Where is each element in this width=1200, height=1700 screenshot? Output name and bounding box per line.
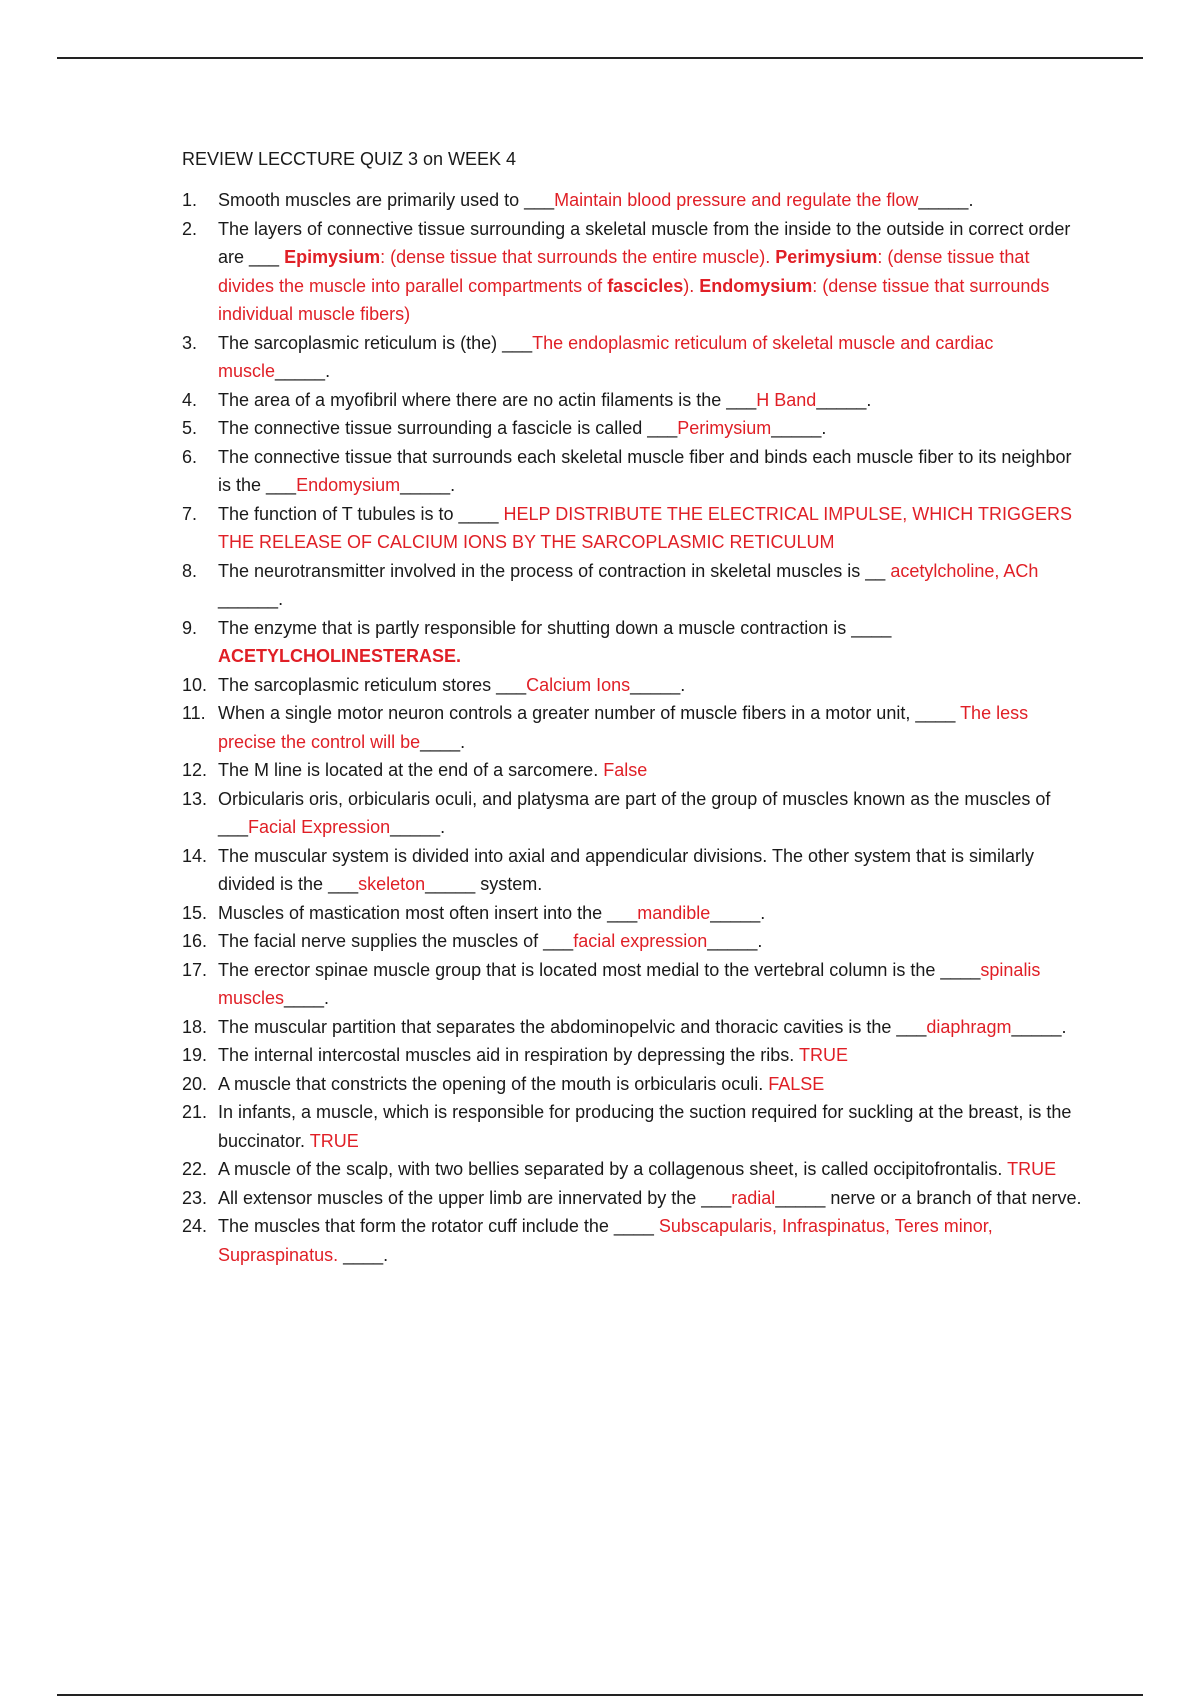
question-number: 6. xyxy=(182,446,198,467)
question-item xyxy=(182,1098,1082,1155)
question-text: The connective tissue surrounding a fascicle is called ___ xyxy=(218,418,678,438)
question-text: The layers of connective tissue surrounding a skeletal muscle from the inside to the outside in correct order are ___ xyxy=(218,218,1071,267)
question-number: 12. xyxy=(182,760,208,780)
answer-text: : (dense tissue that surrounds the entire muscle). xyxy=(380,247,776,267)
question-text: When a single motor neuron controls a greater number of muscle fibers in a motor unit, ____ xyxy=(218,703,961,723)
question-text: In infants, a muscle, which is responsible for producing the suction required for suckling at the breast, is the buccinator. xyxy=(218,1102,1072,1151)
question-item xyxy=(182,443,1082,500)
answer-text: The less precise the control will be xyxy=(218,703,1029,752)
answer-text: Maintain blood pressure and regulate the flow xyxy=(554,190,919,210)
answer-text: ACETYLCHOLINESTERASE. xyxy=(218,646,462,666)
question-tail: _____ nerve or a branch of that nerve. xyxy=(775,1187,1082,1208)
question-item xyxy=(182,1184,1082,1213)
answer-text: radial xyxy=(731,1187,776,1208)
question-number: 16. xyxy=(182,931,208,951)
answer-text: H Band xyxy=(756,389,817,410)
question-item xyxy=(182,785,1082,842)
question-text: Smooth muscles are primarily used to ___ xyxy=(218,190,555,210)
question-tail: _____. xyxy=(275,361,331,381)
question-number: 3. xyxy=(182,332,198,353)
question-number: 8. xyxy=(182,560,198,581)
answer-text: Facial Expression xyxy=(248,817,391,837)
question-item xyxy=(182,899,1082,928)
question-number: 23. xyxy=(182,1187,208,1208)
question-list xyxy=(182,186,1082,1269)
answer-text: : (dense tissue that surrounds individual muscle fibers) xyxy=(218,275,1050,324)
answer-term: Epimysium xyxy=(284,247,381,267)
answer-text: Perimysium xyxy=(677,418,772,438)
answer-text: facial expression xyxy=(573,931,708,951)
question-item xyxy=(182,842,1082,899)
question-number: 7. xyxy=(182,503,198,524)
question-text: The sarcoplasmic reticulum is (the) ___ xyxy=(218,332,533,353)
question-item xyxy=(182,500,1082,557)
question-tail: _____. xyxy=(707,931,763,951)
question-item xyxy=(182,1212,1082,1269)
question-text: The sarcoplasmic reticulum stores ___ xyxy=(218,674,527,695)
question-item xyxy=(182,699,1082,756)
question-tail: _____. xyxy=(918,190,974,210)
question-text: The muscular partition that separates the abdominopelvic and thoracic cavities is the ___ xyxy=(218,1016,927,1037)
question-item xyxy=(182,557,1082,614)
question-number: 11. xyxy=(182,703,206,723)
question-text: A muscle that constricts the opening of the mouth is orbicularis oculi. xyxy=(218,1073,769,1094)
answer-text: HELP DISTRIBUTE THE ELECTRICAL IMPULSE, WHICH TRIGGERS THE RELEASE OF CALCIUM IONS BY THE SARCOPLASMIC RETICULUM xyxy=(218,503,1072,552)
question-tail: _____. xyxy=(630,674,686,695)
question-item xyxy=(182,1013,1082,1042)
question-text: The neurotransmitter involved in the process of contraction in skeletal muscles is __ xyxy=(218,560,891,581)
answer-text: diaphragm xyxy=(926,1016,1012,1037)
page-title: REVIEW LECCTURE QUIZ 3 on WEEK 4 xyxy=(182,149,517,169)
question-item xyxy=(182,956,1082,1013)
question-number: 20. xyxy=(182,1073,208,1094)
question-text: The internal intercostal muscles aid in respiration by depressing the ribs. xyxy=(218,1045,799,1065)
question-number: 4. xyxy=(182,389,198,410)
question-item xyxy=(182,614,1082,671)
question-text: The muscles that form the rotator cuff include the ____ xyxy=(218,1216,659,1236)
question-number: 15. xyxy=(182,902,208,923)
question-tail: ______. xyxy=(218,589,284,609)
question-text: The facial nerve supplies the muscles of ___ xyxy=(218,931,574,951)
question-tail: _____ system. xyxy=(425,874,543,894)
question-tail: _____. xyxy=(771,418,827,438)
question-item xyxy=(182,1041,1082,1070)
question-item xyxy=(182,386,1082,415)
question-tail: ____. xyxy=(338,1244,389,1265)
question-number: 24. xyxy=(182,1216,208,1236)
question-tail: _____. xyxy=(816,389,872,410)
answer-text: TRUE xyxy=(309,1130,359,1151)
question-number: 21. xyxy=(182,1102,208,1122)
question-tail: _____. xyxy=(1011,1016,1067,1037)
question-item xyxy=(182,215,1082,329)
answer-text: Subscapularis, Infraspinatus, Teres minor, Supraspinatus. xyxy=(218,1216,993,1265)
question-text: The function of T tubules is to ____ xyxy=(218,503,504,524)
question-number: 19. xyxy=(182,1045,208,1065)
question-tail: _____. xyxy=(390,817,446,837)
answer-text: acetylcholine, ACh xyxy=(890,560,1039,581)
question-text: The erector spinae muscle group that is located most medial to the vertebral column is the ____ xyxy=(218,959,981,980)
question-number: 18. xyxy=(182,1016,208,1037)
question-text: The connective tissue that surrounds each skeletal muscle fiber and binds each muscle fiber to its neighbor is the ___ xyxy=(218,446,1072,495)
answer-text: The endoplasmic reticulum of skeletal muscle and cardiac muscle xyxy=(218,332,994,381)
question-item xyxy=(182,414,1082,443)
question-text: A muscle of the scalp, with two bellies separated by a collagenous sheet, is called occipitofrontalis. xyxy=(218,1159,1008,1179)
question-number: 17. xyxy=(182,959,208,980)
question-text: The area of a myofibril where there are no actin filaments is the ___ xyxy=(218,389,757,410)
question-number: 1. xyxy=(182,190,198,210)
question-text: The enzyme that is partly responsible for shutting down a muscle contraction is ____ xyxy=(218,617,892,638)
question-number: 10. xyxy=(182,674,208,695)
answer-text: : (dense tissue that divides the muscle into parallel compartments of xyxy=(218,247,1030,296)
answer-text: Endomysium xyxy=(296,475,401,495)
answer-text: TRUE xyxy=(798,1045,848,1065)
answer-text: spinalis muscles xyxy=(218,959,1041,1008)
question-tail: _____. xyxy=(710,902,766,923)
answer-text: Calcium Ions xyxy=(526,674,631,695)
question-number: 22. xyxy=(182,1159,208,1179)
question-text: The M line is located at the end of a sarcomere. xyxy=(218,760,604,780)
question-item xyxy=(182,186,1082,215)
answer-text: mandible xyxy=(637,902,711,923)
question-item xyxy=(182,1155,1082,1184)
answer-text: skeleton xyxy=(358,874,426,894)
question-item xyxy=(182,329,1082,386)
answer-text: ). xyxy=(683,275,700,296)
answer-text: FALSE xyxy=(768,1073,825,1094)
question-tail: ____. xyxy=(420,731,466,752)
question-number: 14. xyxy=(182,845,208,866)
question-item xyxy=(182,1070,1082,1099)
answer-term: Perimysium xyxy=(775,247,878,267)
question-text: All extensor muscles of the upper limb are innervated by the ___ xyxy=(218,1187,732,1208)
quiz-document xyxy=(182,146,1082,1269)
question-item xyxy=(182,671,1082,700)
answer-text: False xyxy=(603,760,648,780)
question-item xyxy=(182,927,1082,956)
question-text: Muscles of mastication most often insert into the ___ xyxy=(218,902,638,923)
question-number: 9. xyxy=(182,617,198,638)
question-item xyxy=(182,756,1082,785)
answer-term: Endomysium xyxy=(699,275,813,296)
answer-term: fascicles xyxy=(607,275,684,296)
question-tail: _____. xyxy=(400,475,456,495)
question-number: 5. xyxy=(182,418,198,438)
bottom-rule xyxy=(57,1694,1143,1696)
answer-text: TRUE xyxy=(1007,1159,1057,1179)
question-text: Orbicularis oris, orbicularis oculi, and platysma are part of the group of muscles known as the muscles of ___ xyxy=(218,788,1051,837)
question-text: The muscular system is divided into axial and appendicular divisions. The other system that is similarly divided is the ___ xyxy=(218,845,1035,894)
top-rule xyxy=(57,57,1143,59)
question-tail: ____. xyxy=(284,988,330,1008)
question-number: 13. xyxy=(182,788,208,809)
question-number: 2. xyxy=(182,218,198,239)
